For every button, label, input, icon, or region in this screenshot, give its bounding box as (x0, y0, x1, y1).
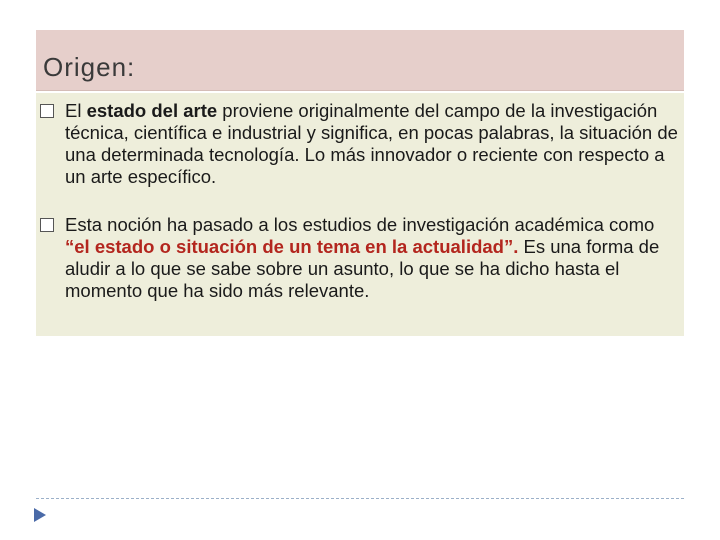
bullet-text-2 (65, 214, 680, 302)
bullet-2-segment-3: Es una forma de aludir a lo que se sabe sobre un asunto, lo que se ha dicho hasta el momento que ha sido más relevante. (65, 236, 660, 301)
bullet-1-segment-1: El (65, 100, 87, 121)
bullet-item-1 (36, 100, 684, 188)
footer-divider (36, 498, 684, 499)
triangle-arrow-icon (34, 508, 46, 522)
bullet-item-2 (36, 214, 684, 302)
slide-title: Origen: (43, 52, 136, 82)
content-box (36, 93, 684, 336)
square-bullet-icon (40, 104, 54, 118)
bullet-text-1 (65, 100, 680, 188)
bullet-1-segment-3: proviene originalmente del campo de la investigación técnica, científica e industrial y significa, en pocas palabras, la situación de una determinada tecnología. Lo más innovador o reciente con respecto a un arte específico. (65, 100, 678, 187)
square-bullet-icon (40, 218, 54, 232)
title-band (36, 30, 684, 91)
bullet-2-segment-1: Esta noción ha pasado a los estudios de investigación académica como (65, 214, 655, 235)
bullet-1-segment-2-bold: estado del arte (86, 100, 218, 121)
bullet-2-segment-2-highlight: “el estado o situación de un tema en la actualidad”. (65, 236, 519, 257)
